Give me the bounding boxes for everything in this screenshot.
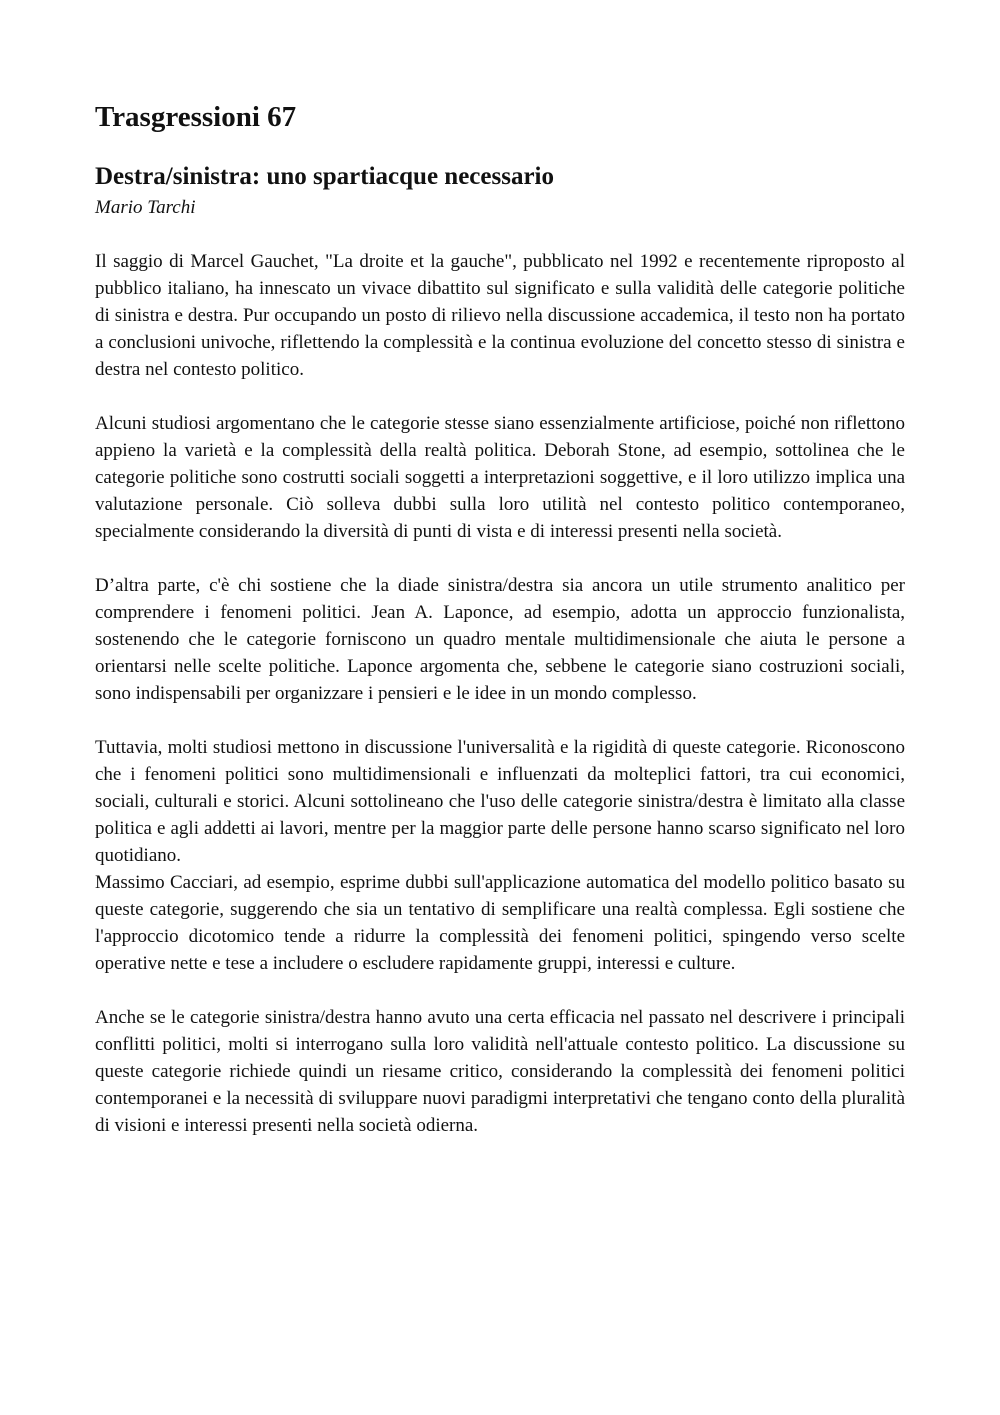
document-title: Trasgressioni 67 — [95, 101, 297, 133]
paragraph-6: Anche se le categorie sinistra/destra hanno avuto una certa efficacia nel passato nel descrivere i principali conflitti politici, molti si interrogano sulla loro validità nell'attuale contesto politico. La discussione su queste categorie richiede quindi un riesame critico, considerando la complessità dei fenomeni politici contemporanei e la necessità di sviluppare nuovi paradigmi interpretativi che tengano conto della pluralità di visioni e interessi presenti nella società odierna. — [95, 1007, 905, 1136]
paragraph-1: Il saggio di Marcel Gauchet, "La droite et la gauche", pubblicato nel 1992 e recentemente riproposto al pubblico italiano, ha innescato un vivace dibattito sul significato e sulla validità delle categorie politiche di sinistra e destra. Pur occupando un posto di rilievo nella discussione accademica, il testo non ha portato a conclusioni univoche, riflettendo la complessità e la continua evoluzione del concetto stesso di sinistra e destra nel contesto politico. — [95, 251, 905, 380]
paragraph-2: Alcuni studiosi argomentano che le categorie stesse siano essenzialmente artificiose, poiché non riflettono appieno la varietà e la complessità della realtà politica. Deborah Stone, ad esempio, sottolinea che le categorie politiche sono costrutti sociali soggetti a interpretazioni soggettive, e il loro utilizzo implica una valutazione personale. Ciò solleva dubbi sulla loro utilità nel contesto politico contemporaneo, specialmente considerando la diversità di punti di vista e di interessi presenti nella società. — [95, 413, 905, 542]
paragraph-3: D’altra parte, c'è chi sostiene che la diade sinistra/destra sia ancora un utile strumento analitico per comprendere i fenomeni politici. Jean A. Laponce, ad esempio, adotta un approccio funzionalista, sostenendo che le categorie forniscono un quadro mentale multidimensionale che aiuta le persone a orientarsi nelle scelte politiche. Laponce argomenta che, sebbene le categorie siano costruzioni sociali, sono indispensabili per organizzare i pensieri e le idee in un mondo complesso. — [95, 575, 905, 704]
paragraph-4: Tuttavia, molti studiosi mettono in discussione l'universalità e la rigidità di queste categorie. Riconoscono che i fenomeni politici sono multidimensionali e influenzati da molteplici fattori, tra cui economici, sociali, culturali e storici. Alcuni sottolineano che l'uso delle categorie sinistra/destra è limitato alla classe politica e agli addetti ai lavori, mentre per la maggior parte delle persone hanno scarso significato nel loro quotidiano. — [95, 737, 905, 866]
paragraph-5: Massimo Cacciari, ad esempio, esprime dubbi sull'applicazione automatica del modello politico basato su queste categorie, suggerendo che sia un tentativo di semplificare una realtà complessa. Egli sostiene che l'approccio dicotomico tende a ridurre la complessità dei fenomeni politici, spingendo verso scelte operative nette e tese a includere o escludere rapidamente gruppi, interessi e culture. — [95, 872, 905, 974]
article-title: Destra/sinistra: uno spartiacque necessario — [95, 163, 554, 190]
article-body — [95, 248, 905, 1139]
article-author: Mario Tarchi — [95, 197, 196, 218]
